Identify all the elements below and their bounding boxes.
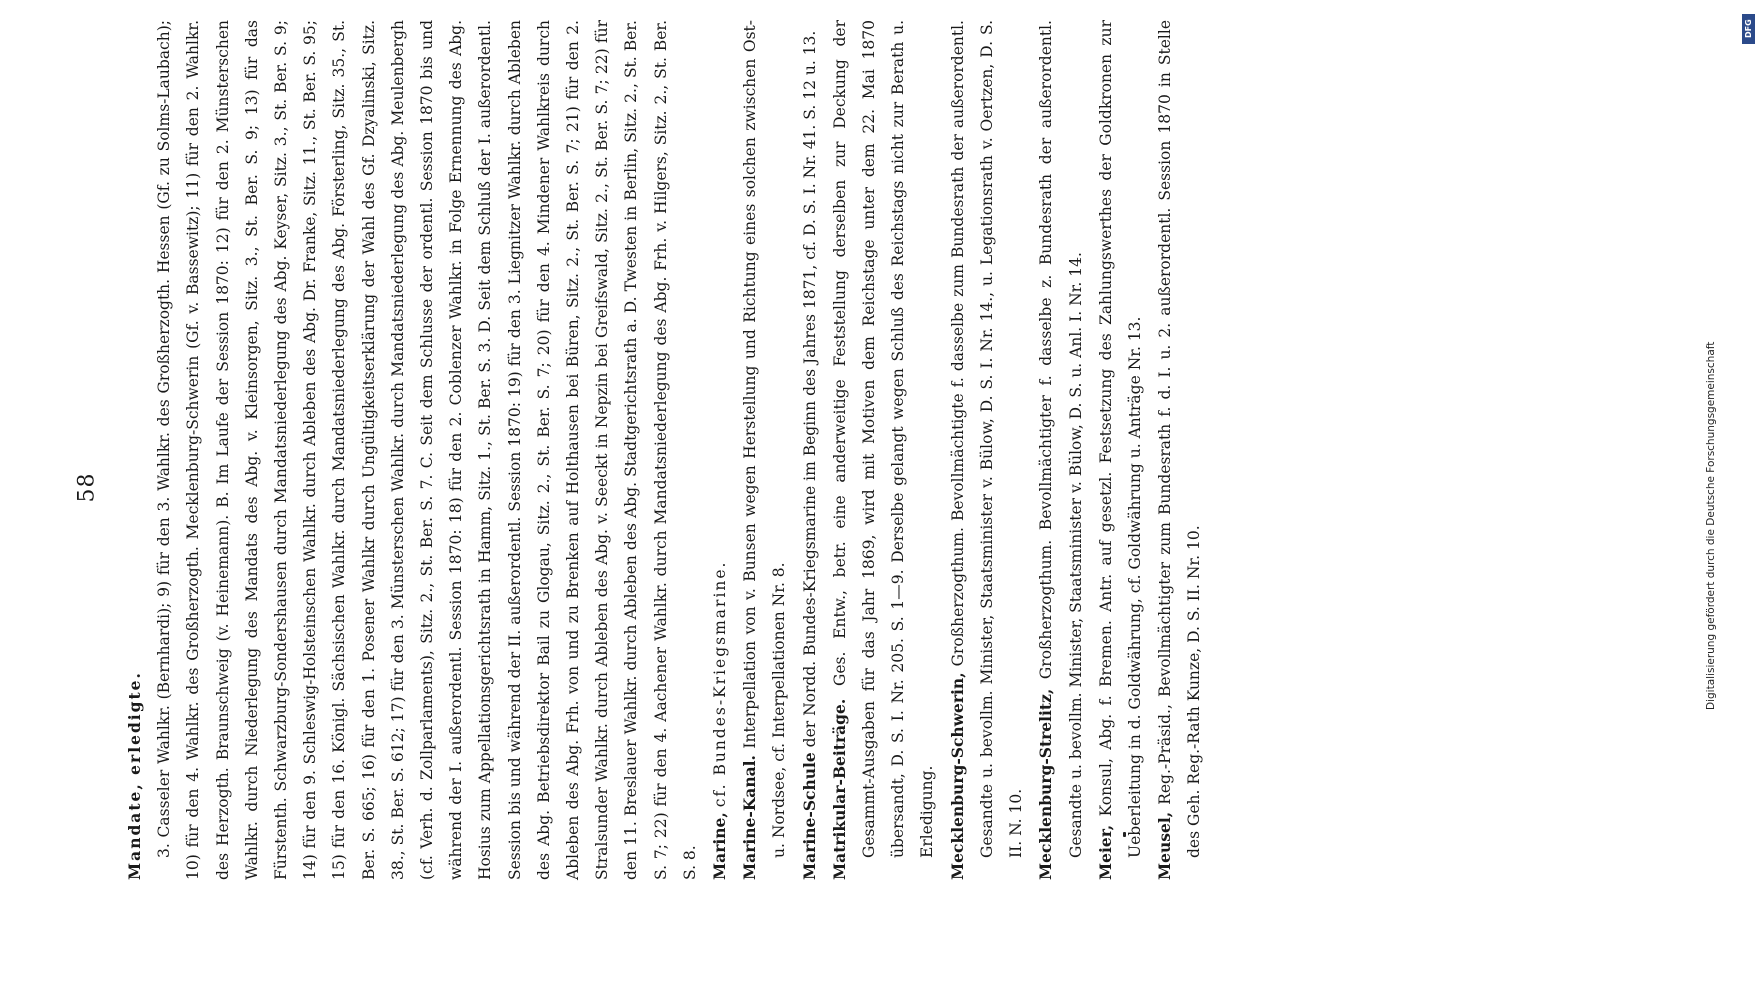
entry-text: Interpellation von v. Bunsen wegen Herstellung und Richtung eines solchen zwischen Ost- u. Nordsee, cf. Interpellationen Nr. 8. [741,20,789,858]
entry-marine-schule [795,20,825,880]
entry-mecklenburg-strelitz [1031,20,1090,880]
entry-marine [705,20,735,880]
entry-head: Mandate, erledigte. [125,671,144,880]
entry-head: Meier, [1095,824,1115,880]
dfg-logo-icon: DFG [1742,14,1755,44]
scan-speck [1123,832,1126,837]
entry-text: 3. Casseler Wahlkr. (Bernhardi); 9) für den 3. Wahlkr. des Großherzogth. Hessen (Gf. zu Solms-Laubach); 10) für den 4. Wahlkr. des Großherzogth. Mecklenburg-Schwerin (Gf. v. Bassewitz); 11) für den 2. Wahlkr. des Herzogth. Braunschweig (v. Heinemann). B. Im Laufe der Session 1870: 12) für den 2. Münsterschen Wahlkr. durch Niederlegung des Mandats des Abg. v. Kleinsorgen, Sitz. 3., St. Ber. S. 9; 13) für das Fürstenth. Schwarzburg-Sondershausen durch Mandatsniederlegung des Abg. Keyser, Sitz. 3., St. Ber. S. 9; 14) für den 9. Schleswig-Holsteinschen Wahlkr. durch Ableben des Abg. Dr. Franke, Sitz. 11., St. Ber. S. 95; 15) für den 16. Königl. Sächsischen Wahlkr. durch Mandatsniederlegung des Abg. Försterling, Sitz. 35., St. Ber. S. 665; 16) für den 1. Posener Wahlkr durch Ungültigkeitserklärung der Wahl des Gf. Dzyalinski, Sitz. 38., St. Ber. S. 612; 17) für den 3. Münsterschen Wahlkr. durch Mandatsniederlegung des Abg. Meulenbergh (cf. Verh. d. Zollparlaments), Sitz. 2., St. Ber. S. 7. C. Seit dem Schlusse der ordentl. Session 1870 bis und während der I. außerordentl. Session 1870: 18) für den 2. Coblenzer Wahlkr. in Folge Ernennung des Abg. Hosius zum Appellationsgerichtsrath in Hamm, Sitz. 1., St. Ber. S. 3. D. Seit dem Schluß der I. außerordentl. Session bis und während der II. außerordentl. Session 1870: 19) für den 3. Liegnitzer Wahlkr. durch Ableben des Abg. Betriebsdirektor Bail zu Glogau, Sitz. 2., St. Ber. S. 7; 20) für den 4. Mindener Wahlkreis durch Ableben des Abg. Frh. von und zu Brenken auf Holthausen bei Büren, Sitz. 2., St. Ber. S. 7; 21) für den 2. Stralsunder Wahlkr. durch Ableben des Abg. v. Seeckt in Nepzin bei Greifswald, Sitz. 2., St. Ber. S. 7; 22) für den 11. Breslauer Wahlkr. durch Ableben des Abg. Stadtgerichtsrath a. D. Twesten in Berlin, Sitz. 2., St. Ber. S. 7; 22) für den 4. Aachener Wahlkr. durch Mandatsniederlegung des Abg. Frh. v. Hilgers, Sitz. 2., St. Ber. S. 8. [155,20,699,880]
entry-head: Mecklenburg-Schwerin, [947,672,967,880]
entry-text: Großherzogthum. Bevollmächtigte f. dasselbe zum Bundesrath der außerordentl. Gesandte u. bevollm. Minister, Staatsminister v. Bülow, D. S. I. Nr. 14., u. Legationsrath v. Oertzen, D. S. II. N. 10. [948,20,1026,858]
digitization-credit [1705,341,1745,900]
entry-matrikular-beitraege [825,20,943,880]
entry-text: Reg.-Präsid., Bevollmächtigter zum Bundesrath f. d. I. u. 2. außerordentl. Session 1870 in Stelle des Geh. Reg.-Rath Kunze, D. S. II. Nr. 10. [1156,20,1204,858]
entry-meier [1091,20,1150,880]
entry-mandate-text [150,20,705,880]
credit-text: Digitalisierung gefördert durch die Deutsche Forschungsgemeinschaft [1705,341,1717,710]
entry-mandate-heading [120,20,150,880]
entry-head: Meusel, [1155,811,1175,880]
entry-text: Großherzogthum. Bevollmächtigter f. dasselbe z. Bundesrath der außerordentl. Gesandte u. bevollm. Minister, Staatsminister v. Bülow, D. S. u. Anl. I. Nr. 14. [1037,20,1085,858]
entry-meusel [1150,20,1209,880]
entry-head: Marine-Kanal. [740,755,760,880]
entry-head: Matrikular-Beiträge. [829,698,849,880]
index-column [120,20,1210,880]
entry-mecklenburg-schwerin [943,20,1032,880]
entry-text: Ges. Entw., betr. eine anderweitige Feststellung derselben zur Deckung der Gesammt-Ausgaben für das Jahr 1869, wird mit Motiven dem Reichstage unter dem 22. Mai 1870 übersandt, D. S. I. Nr. 205. S. 1—9. Derselbe gelangt wegen Schluß des Reichstags nicht zur Berath u. Erledigung. [830,20,937,858]
page-number: 58 [74,472,100,503]
entry-head: Marine, [710,812,730,880]
entry-text: Konsul, Abg. f. Bremen. Antr. auf gesetzl. Festsetzung des Zahlungswerthes der Goldkronen zur Ueberleitung in d. Goldwährung, cf. Goldwährung u. Anträge Nr. 13. [1096,20,1144,858]
entry-marine-kanal [735,20,794,880]
entry-head: Marine-Schule [799,752,819,880]
entry-text: cf. Bundes-Kriegsmarine. [711,560,730,808]
entry-head: Mecklenburg-Strelitz, [1036,688,1056,880]
entry-text: der Nordd. Bundes-Kriegsmarine im Beginn des Jahres 1871, cf. D. S. I. Nr. 41. S. 12 u. 13. [800,30,819,748]
